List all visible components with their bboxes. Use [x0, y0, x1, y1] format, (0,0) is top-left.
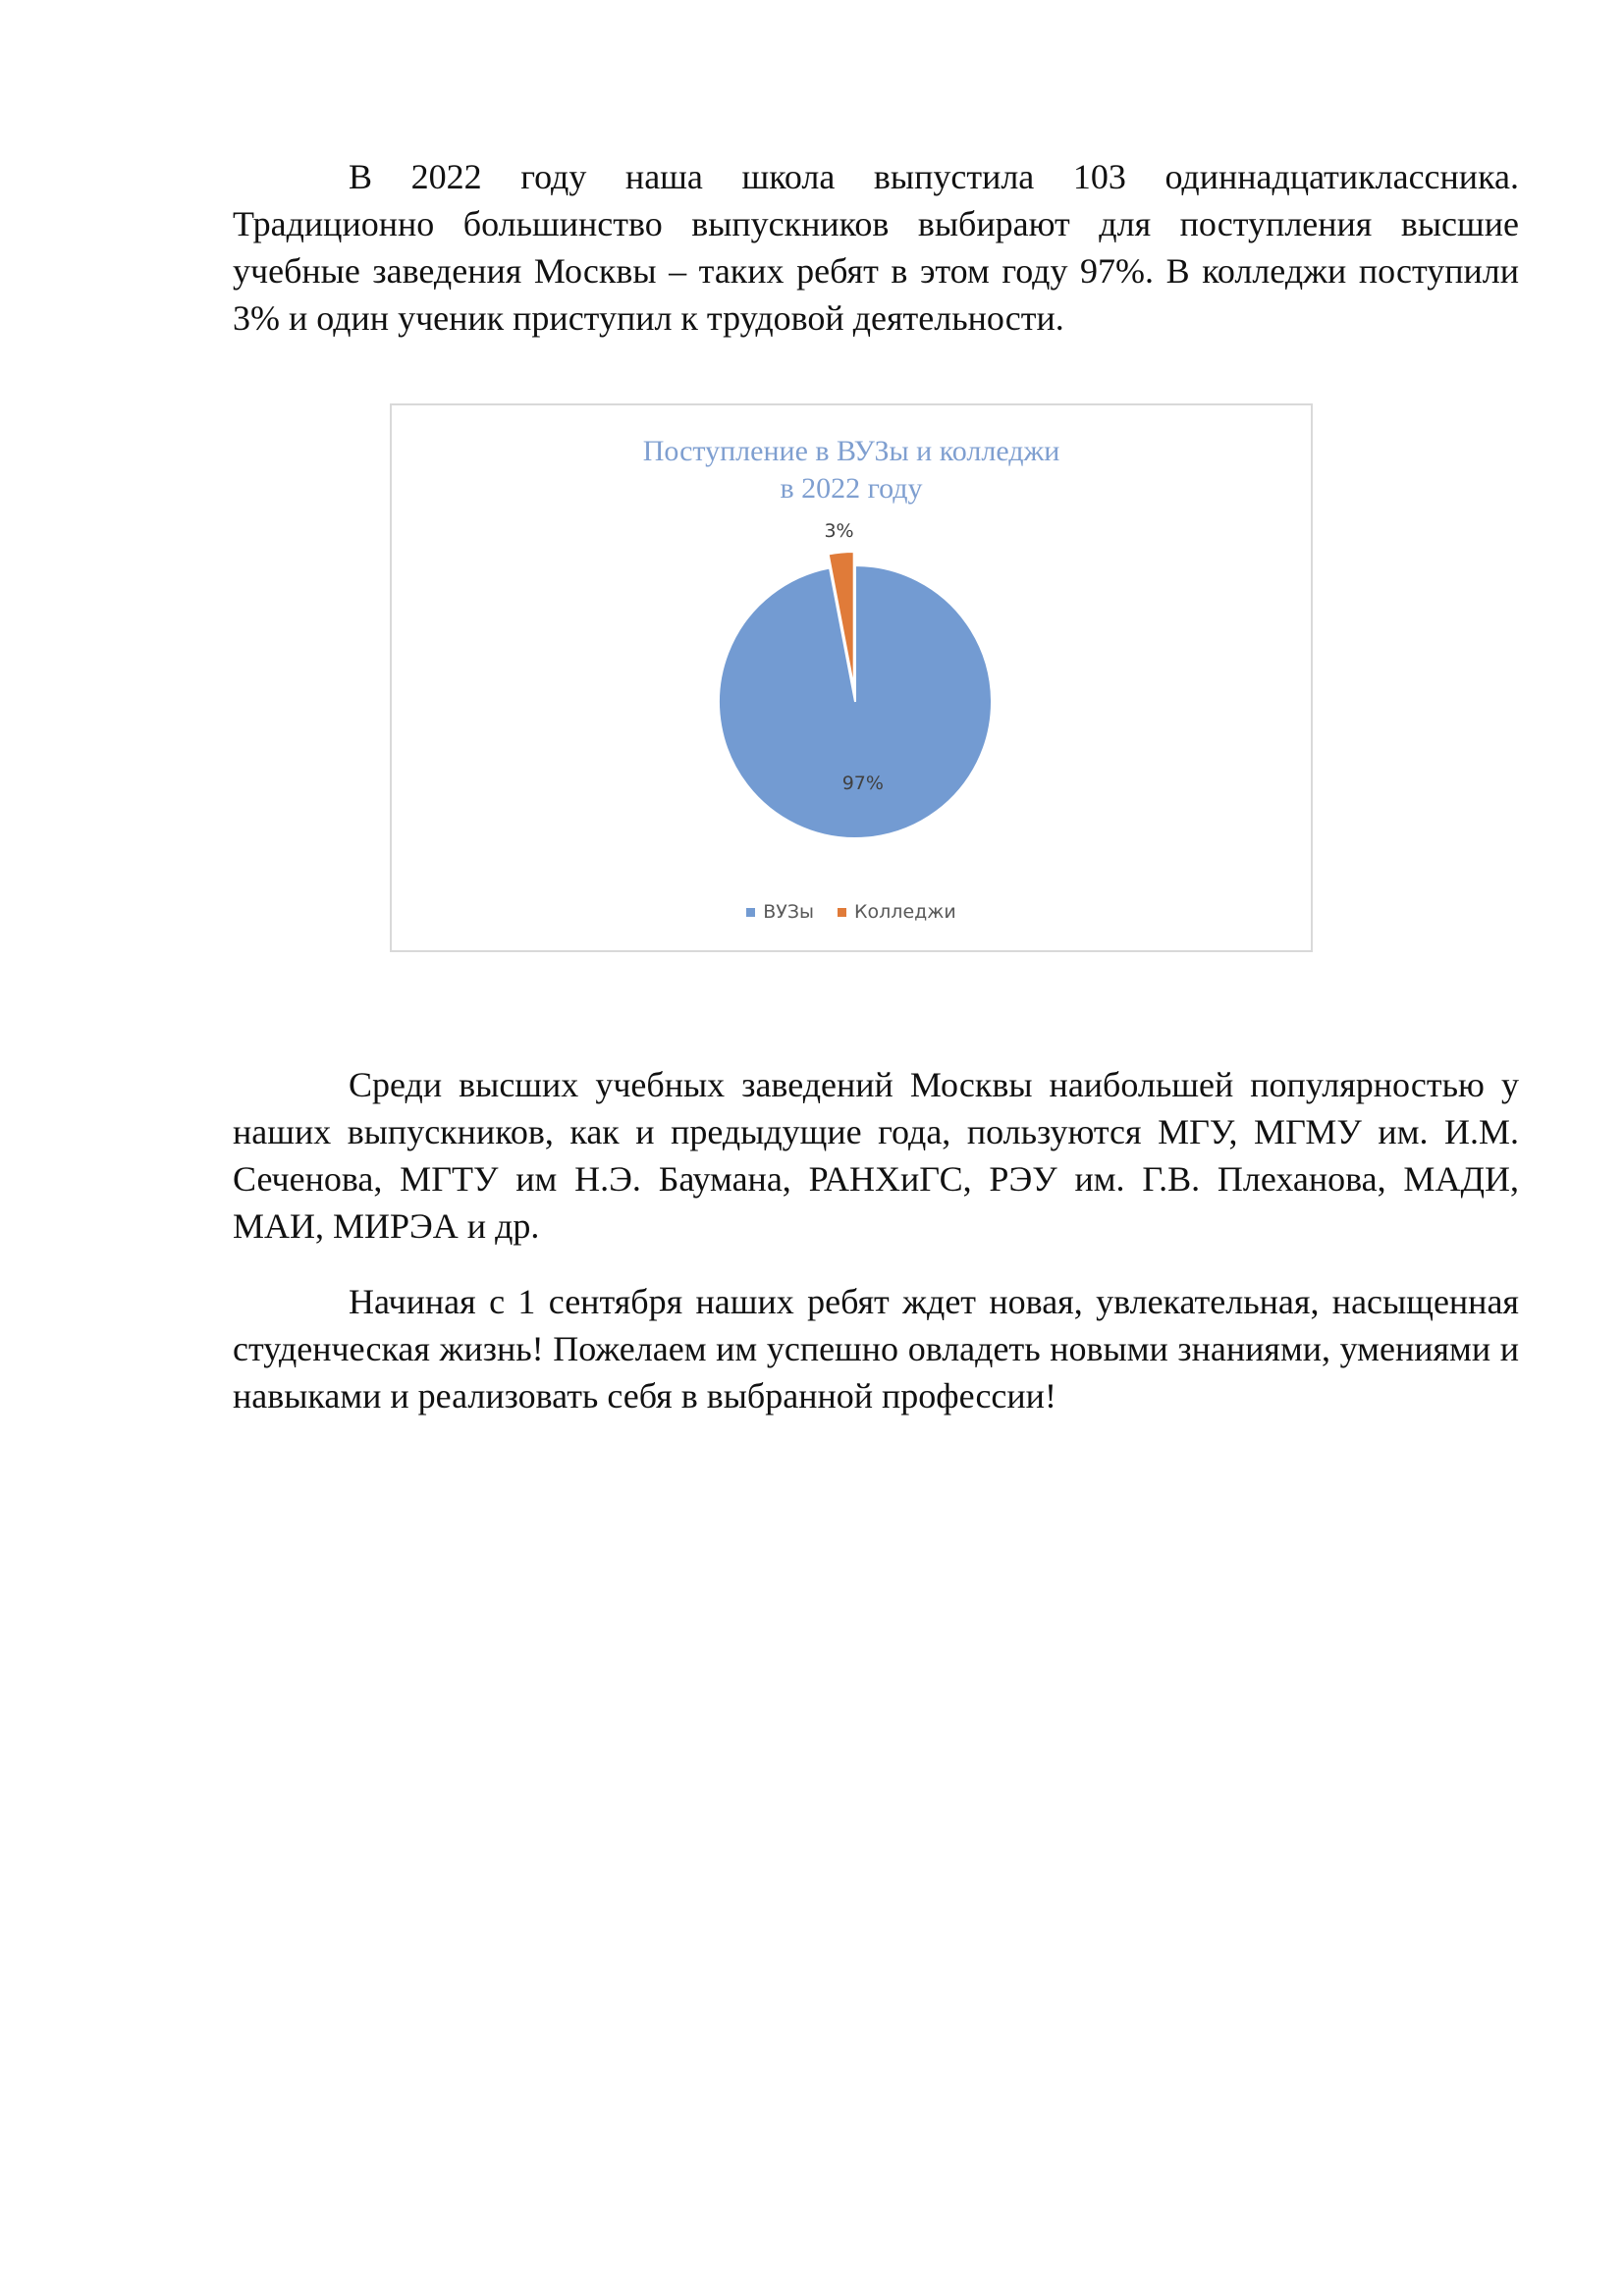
paragraph-universities: Среди высших учебных заведений Москвы наибольшей популярностью у наших выпускников, как и предыдущие года, пользуются МГУ, МГМУ им. И.М. Сеченова, МГТУ им Н.Э. Баумана, РАНХиГС, РЭУ им. Г.В. Плеханова, МАДИ, МАИ, МИРЭА и др. [233, 1065, 1519, 1246]
pie-svg [392, 405, 1311, 950]
paragraph-wishes: Начиная с 1 сентября наших ребят ждет новая, увлекательная, насыщенная студенческая жизнь! Пожелаем им успешно овладеть новыми знаниями, умениями и навыками и реализовать себя в выбранной профессии! [233, 1282, 1519, 1415]
data-label-vuz: 97% [841, 773, 884, 795]
pie-chart [390, 403, 1313, 952]
legend-label-vuz: ВУЗы [763, 901, 815, 923]
legend-swatch-colleges [838, 908, 846, 917]
legend-label-colleges: Колледжи [854, 901, 956, 923]
chart-title-line-1: Поступление в ВУЗы и колледжи [642, 435, 1060, 467]
chart-title-line-2: в 2022 году [780, 472, 923, 505]
legend-item-colleges [838, 901, 956, 923]
paragraph-graduates: В 2022 году наша школа выпустила 103 одиннадцатиклассника. Традиционно большинство выпускников выбирают для поступления высшие учебные заведения Москвы – таких ребят в этом году 97%. В колледжи поступили 3% и один ученик приступил к трудовой деятельности. [233, 157, 1519, 338]
chart-legend [392, 901, 1311, 923]
pie-slice-vuz [719, 565, 992, 838]
legend-item-vuz [746, 901, 814, 923]
legend-swatch-vuz [746, 908, 755, 917]
data-label-colleges: 3% [824, 519, 854, 542]
